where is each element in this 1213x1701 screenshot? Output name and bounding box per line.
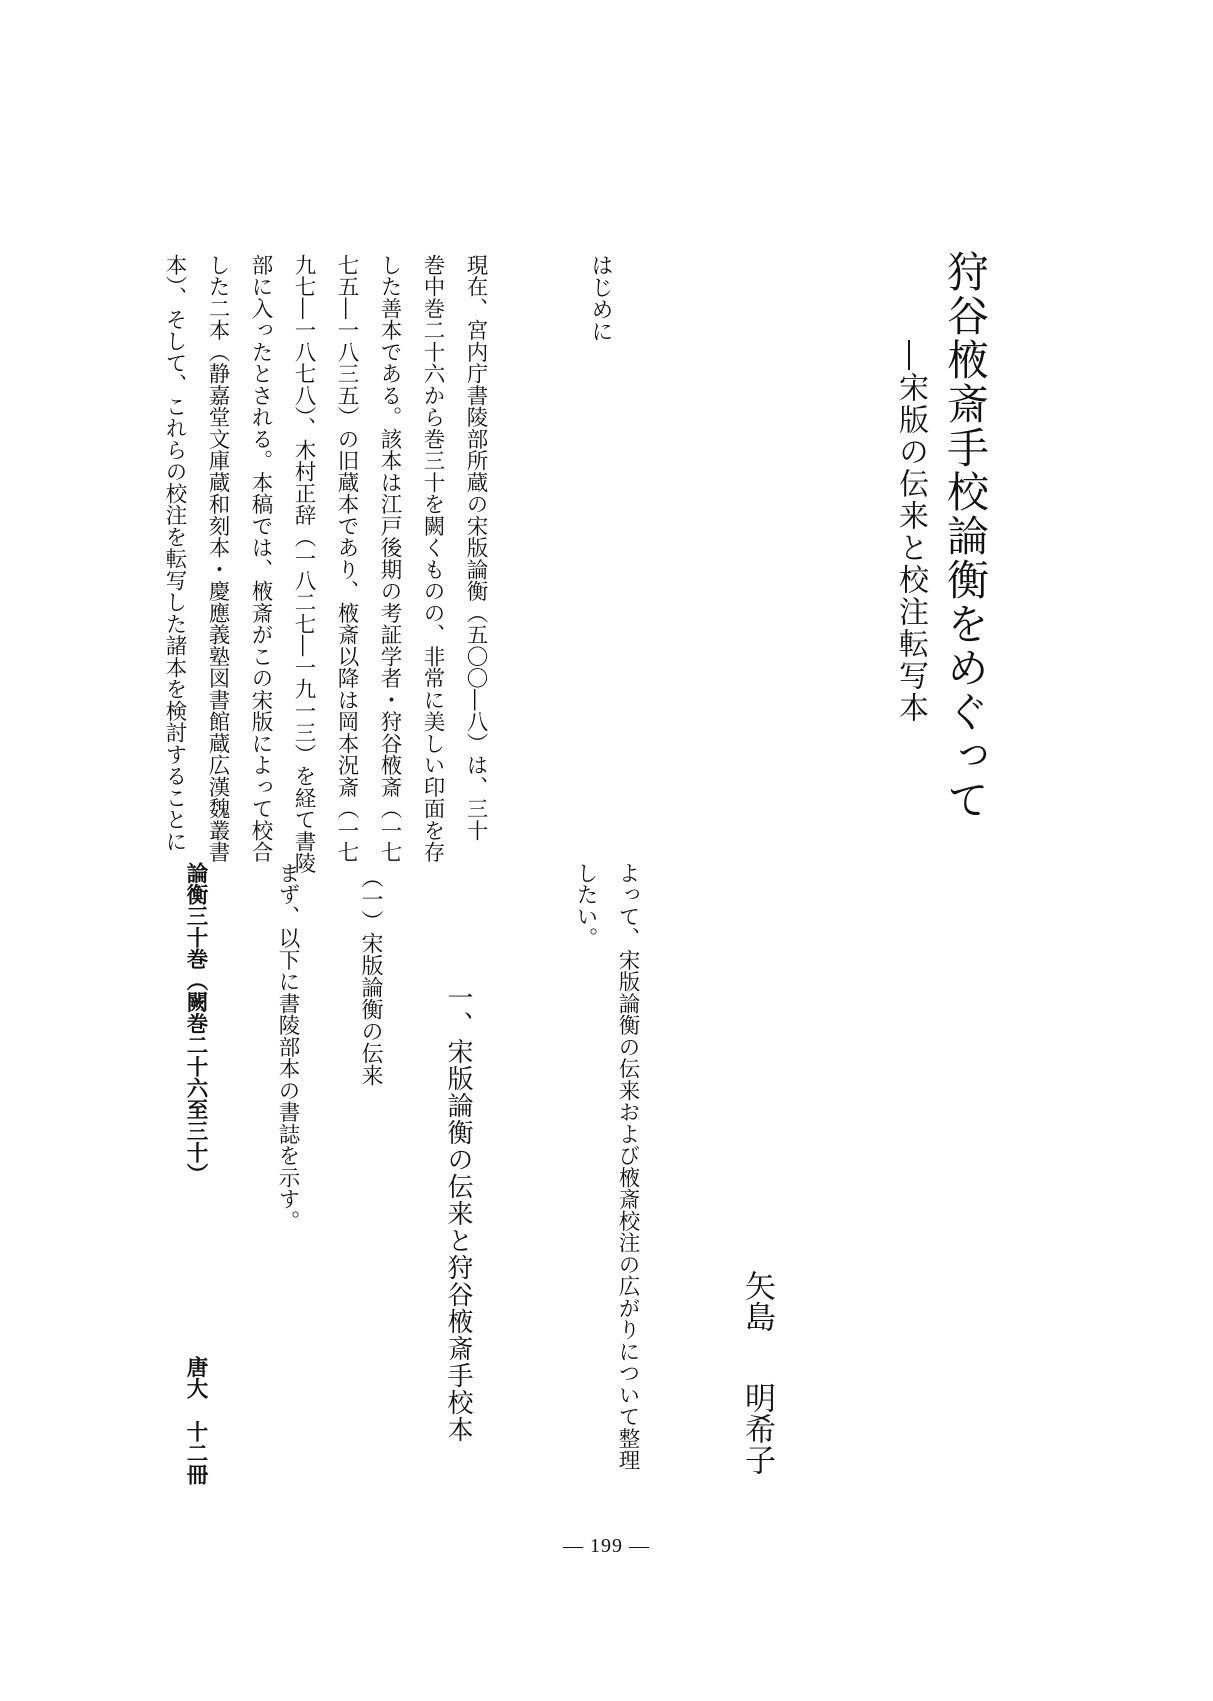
page-number: — 199 — (563, 1535, 650, 1557)
author-family-name: 矢島 (739, 1270, 775, 1332)
author-given-name: 明希子 (739, 1382, 775, 1475)
intro-line: した二本（静嘉堂文庫蔵和刻本・慶應義塾図書館蔵広漢魏叢書 (205, 254, 230, 863)
article-title: 狩谷棭斎手校論衡をめぐって (941, 250, 990, 822)
intro-line: 巻中巻二十六から巻三十を闕くものの、非常に美しい印面を存 (420, 254, 445, 863)
subsection-heading: （一）宋版論衡の伝来 (358, 866, 383, 1086)
intro-line: した善本である。該本は江戸後期の考証学者・狩谷棭斎（一七 (377, 254, 402, 863)
intro-heading: はじめに (588, 254, 613, 342)
intro-line: 部に入ったとされる。本稿では、棭斎がこの宋版によって校合 (248, 254, 273, 863)
intro-line: 九七―一八七八）、木村正辞（一八二七―一九一三）を経て書陵 (291, 254, 316, 874)
author-name (735, 1270, 780, 1475)
intro-line: 現在、宮内庁書陵部所蔵の宋版論衡（五〇〇―八）は、三十 (463, 254, 488, 842)
article-subtitle: ―宋版の伝来と校注転写本 (893, 340, 928, 724)
intro-continuation-line: よって、宋版論衡の伝来および棭斎校注の広がりについて整理 (615, 862, 640, 1471)
intro-line: 七五―一八三五）の旧蔵本であり、棭斎以降は岡本況斎（一七 (334, 254, 359, 863)
intro-line: 本）、そして、これらの校注を転写した諸本を検討することに (162, 254, 187, 853)
intro-continuation-line: したい。 (573, 862, 598, 949)
subsection-text: まず、以下に書陵部本の書誌を示す。 (275, 862, 300, 1232)
section-heading: 一、宋版論衡の伝来と狩谷棭斎手校本 (443, 984, 473, 1443)
bibliography-note: 唐大 十二冊 (183, 1356, 208, 1485)
bibliography-title: 論衡三十巻（闕巻二十六至三十） (183, 862, 208, 1185)
